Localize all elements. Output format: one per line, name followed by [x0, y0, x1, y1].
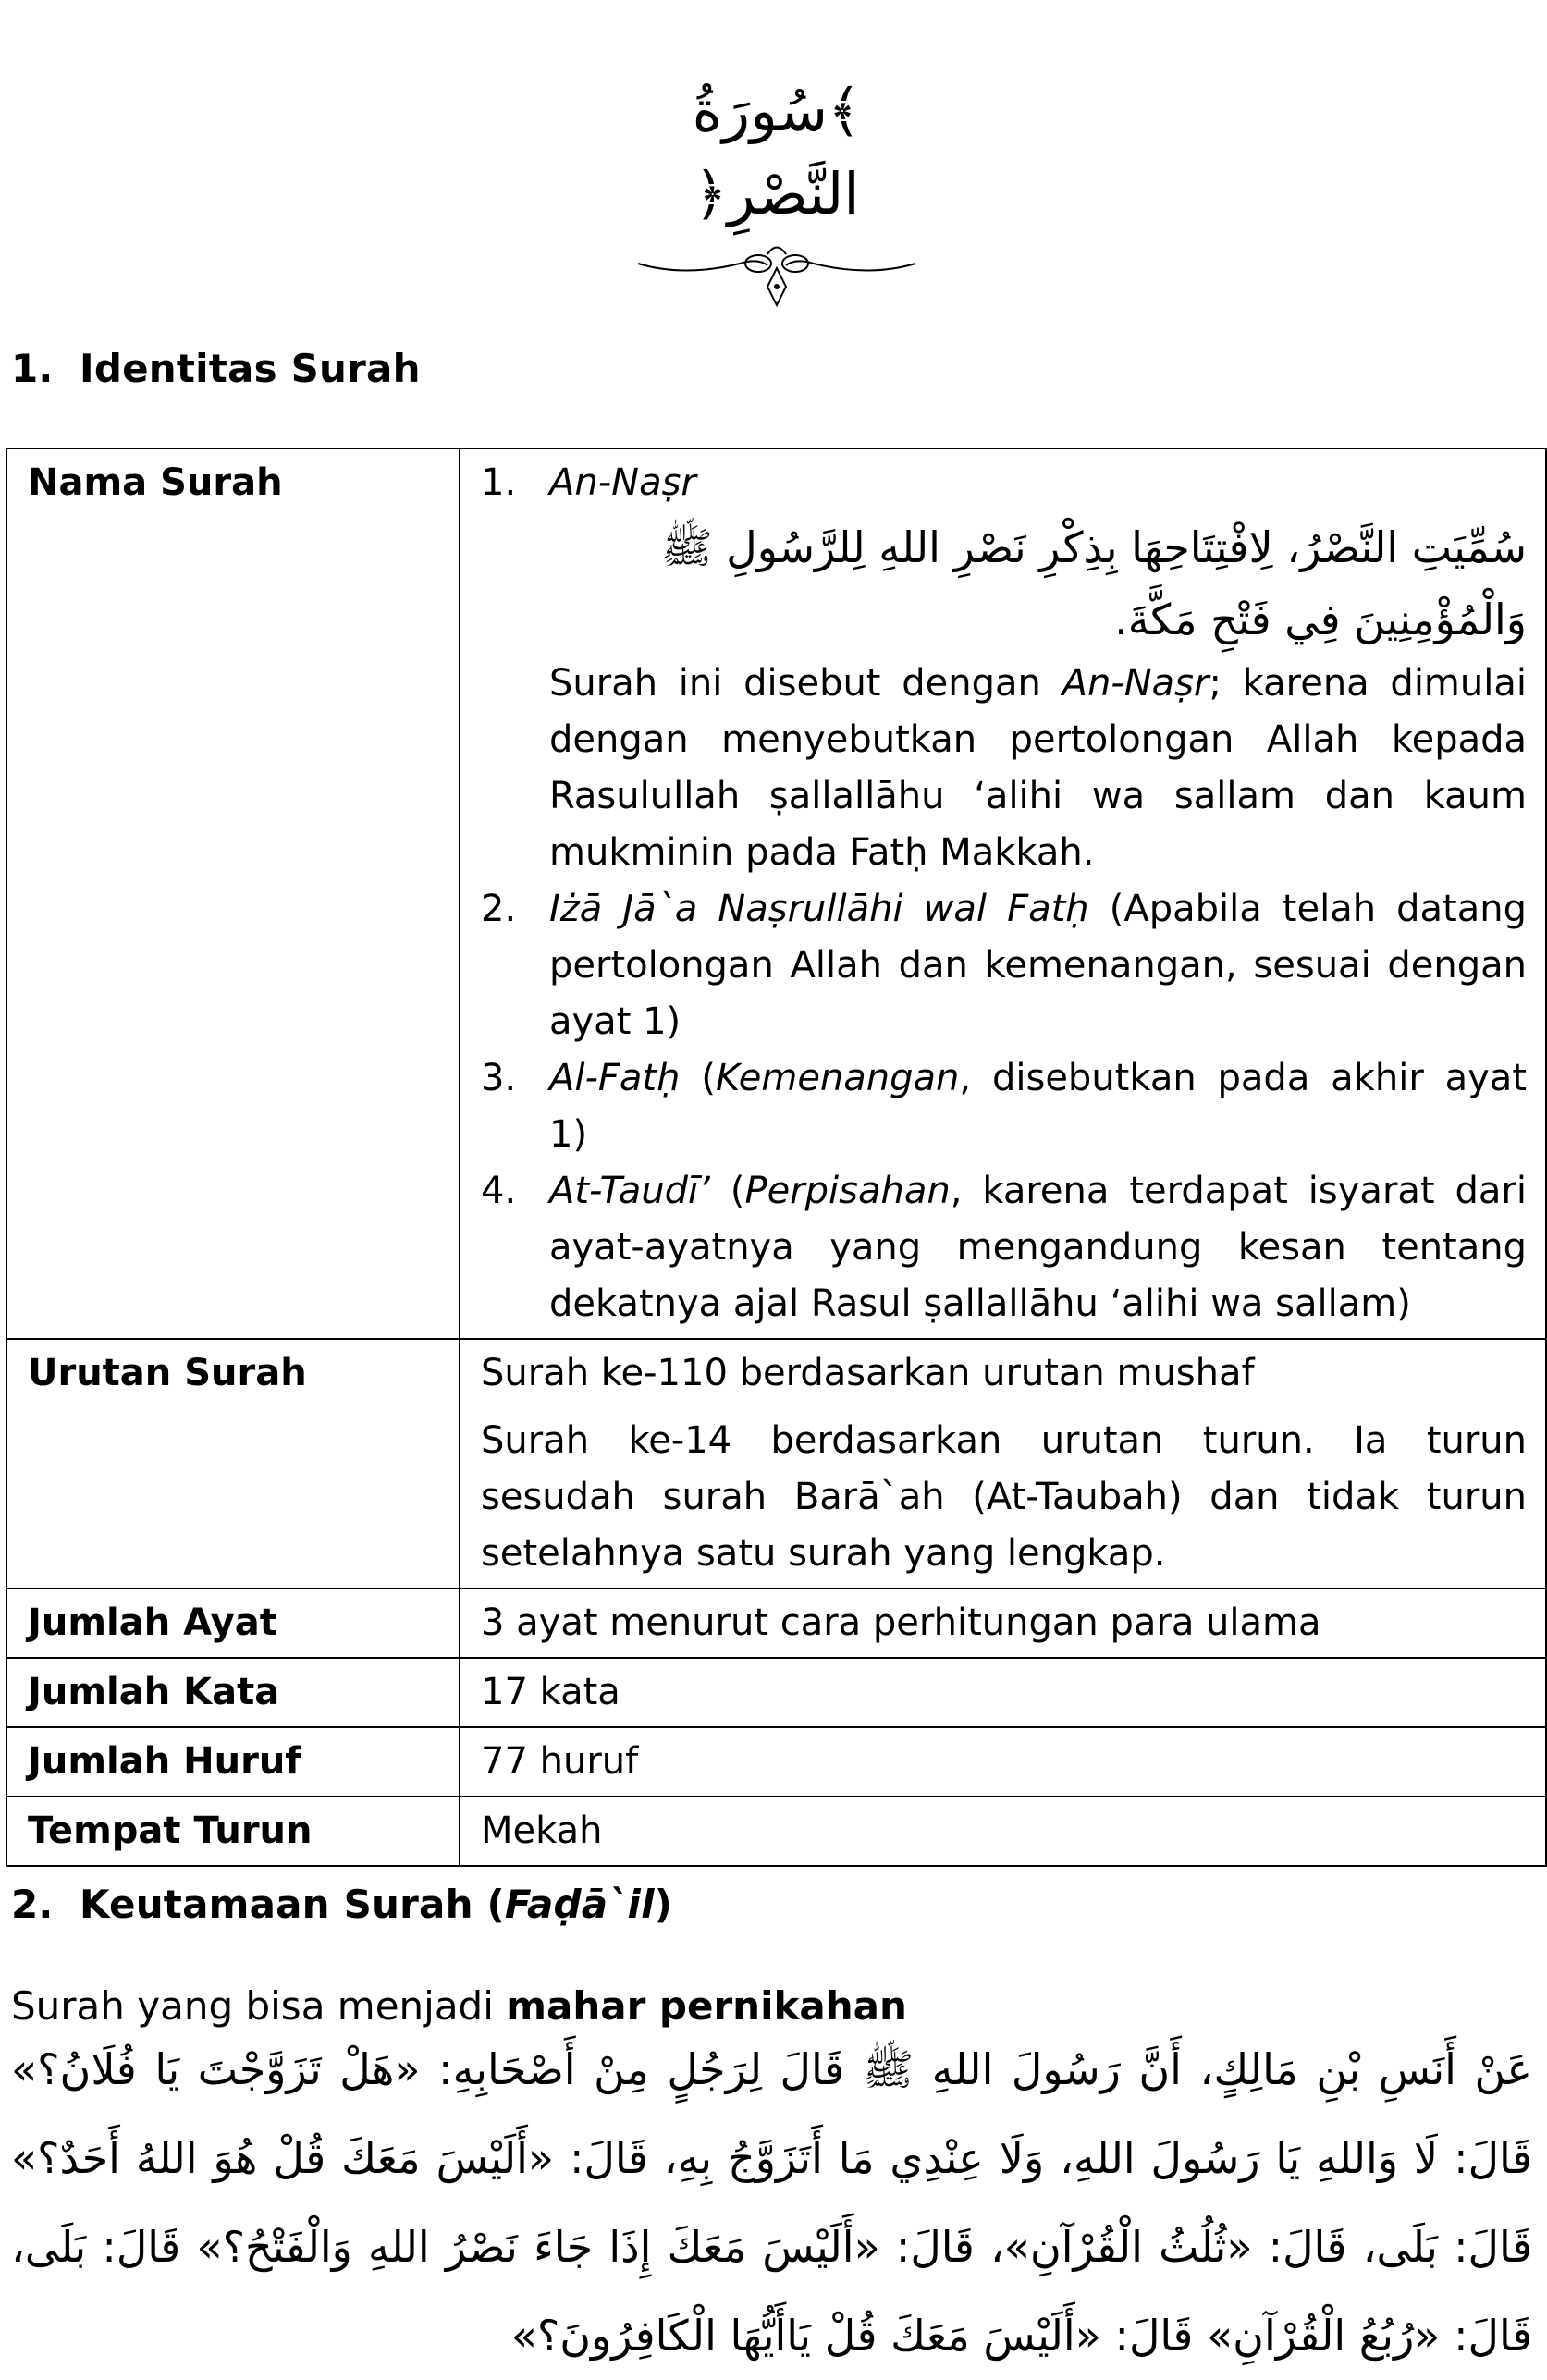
explanation-text — [481, 656, 1527, 881]
surah-name-desc: , disebutkan pada akhir ayat 1) — [549, 1057, 1528, 1156]
mahar-bold-text: mahar pernikahan — [506, 1983, 907, 2029]
table-row — [6, 1727, 1546, 1797]
section-title-italic: Faḍā`il — [504, 1882, 655, 1927]
meaning-italic: Kemenangan — [715, 1057, 960, 1099]
surah-name-desc: (Apabila telah datang pertolongan Allah dan kemenangan, sesuai dengan ayat 1) — [549, 888, 1527, 1043]
list-number: 3. — [481, 1057, 517, 1099]
table-row — [6, 1658, 1546, 1727]
ornament-bracket-icon: ﴿ — [694, 160, 728, 227]
hadith-arabic-text: عَنْ أَنَسِ بْنِ مَالِكٍ، أَنَّ رَسُولَ اللهِ ﷺ قَالَ لِرَجُلٍ مِنْ أَصْحَابِهِ: «هَلْ تَزَوَّجْتَ يَا فُلَانُ؟» قَالَ: لَا وَاللهِ يَا رَسُولَ اللهِ، وَلَا عِنْدِي مَا أَتَزَوَّجُ بِهِ، قَالَ: «أَلَيْسَ مَعَكَ قُلْ هُوَ اللهُ أَحَدٌ؟» قَالَ: بَلَى، قَالَ: «ثُلُثُ الْقُرْآنِ»، قَالَ: «أَلَيْسَ مَعَكَ إِذَا جَاءَ نَصْرُ اللهِ وَالْفَتْحُ؟» قَالَ: بَلَى، قَالَ: «رُبُعُ الْقُرْآنِ» قَالَ: «أَلَيْسَ مَعَكَ قُلْ يَاأَيُّهَا الْكَافِرُونَ؟» — [11, 2044, 1532, 2361]
row-label: Urutan Surah — [6, 1339, 460, 1589]
row-value: 3 ayat menurut cara perhitungan para ulama — [460, 1589, 1546, 1658]
ornament-bracket-icon: ﴾ — [828, 77, 862, 144]
explanation-pre: Surah ini disebut dengan — [549, 662, 1062, 705]
row-value-nama-surah — [460, 448, 1546, 1339]
row-label: Jumlah Huruf — [6, 1727, 460, 1797]
explanation-italic: An-Naṣr — [1062, 662, 1209, 705]
flourish-divider-icon — [629, 236, 925, 310]
surah-identity-table — [6, 448, 1547, 1867]
mahar-text: Surah yang bisa menjadi — [11, 1983, 507, 2029]
row-value: Mekah — [460, 1797, 1546, 1866]
meaning-italic: Perpisahan — [744, 1170, 951, 1212]
surah-name-italic: Iżā Jā`a Naṣrullāhi wal Fatḥ — [549, 888, 1089, 930]
surah-name-desc: , karena terdapat isyarat dari ayat-ayatnya yang mengandung kesan tentang dekatnya ajal Rasul ṣallallāhu ‘alihi wa sallam) — [549, 1170, 1527, 1325]
urutan-mushaf: Surah ke-110 berdasarkan urutan mushaf — [481, 1352, 1255, 1394]
row-label: Jumlah Kata — [6, 1658, 460, 1727]
row-value: 77 huruf — [460, 1727, 1546, 1797]
arabic-note: سُمِّيَتِ النَّصْرُ، لِافْتِتَاحِهَا بِذِكْرِ نَصْرِ اللهِ لِلرَّسُولِ ﷺ وَالْمُؤْمِنِينَ فِي فَتْحِ مَكَّةَ. — [661, 522, 1527, 644]
row-value-urutan-surah — [460, 1339, 1546, 1589]
section-2-heading — [11, 1882, 672, 1927]
section-1-heading — [11, 346, 421, 391]
row-value: 17 kata — [460, 1658, 1546, 1727]
urutan-turun: Surah ke-14 berdasarkan urutan turun. Ia turun sesudah surah Barā`ah (At-Taubah) dan tidak turun setelahnya satu surah yang lengkap. — [481, 1419, 1527, 1575]
section-title-post: ) — [654, 1882, 673, 1927]
surah-title-arabic: سُورَةُ النَّصْرِ — [692, 77, 860, 227]
paren-open: ( — [680, 1057, 716, 1099]
table-row — [6, 1589, 1546, 1658]
row-label: Jumlah Ayat — [6, 1589, 460, 1658]
explanation-post: ; karena dimulai dengan menyebutkan pertolongan Allah kepada Rasulullah ṣallallāhu ‘alihi wa sallam dan kaum mukminin pada Fatḥ Makkah. — [549, 662, 1527, 874]
list-number: 1. — [481, 461, 517, 504]
row-label: Tempat Turun — [6, 1797, 460, 1866]
list-number: 2. — [481, 888, 517, 930]
list-item — [481, 881, 1527, 1050]
surah-name-italic: Al-Fatḥ — [549, 1057, 681, 1099]
surah-name-italic: At-Taudī’ — [549, 1170, 710, 1212]
section-title-pre: Keutamaan Surah ( — [80, 1882, 505, 1927]
table-row — [6, 448, 1546, 1339]
table-row — [6, 1339, 1546, 1589]
list-item — [481, 1163, 1527, 1332]
paren-open: ( — [709, 1170, 745, 1212]
section-title: Identitas Surah — [80, 346, 421, 391]
section-number: 1. — [11, 346, 54, 391]
list-number: 4. — [481, 1170, 517, 1212]
row-label: Nama Surah — [6, 448, 460, 1339]
surah-name-italic: An-Naṣr — [549, 461, 696, 504]
section-number: 2. — [11, 1882, 54, 1927]
table-row — [6, 1797, 1546, 1866]
list-item — [481, 455, 1527, 511]
list-item — [481, 1050, 1527, 1163]
mahar-subheading — [11, 1983, 907, 2029]
surah-title-ornament — [610, 69, 943, 254]
